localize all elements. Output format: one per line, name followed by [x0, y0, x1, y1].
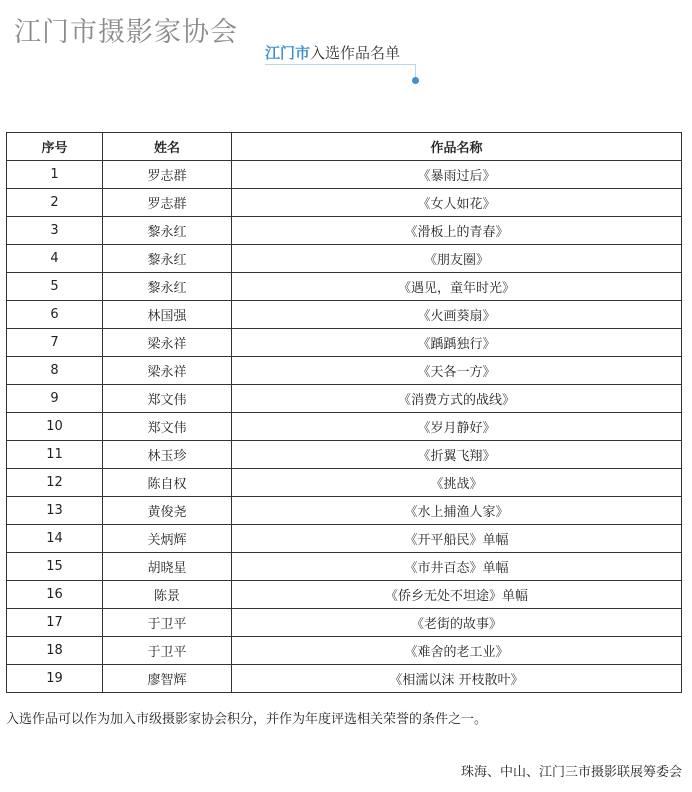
cell-no: 4 — [7, 245, 103, 273]
cell-work: 《老街的故事》 — [232, 609, 682, 637]
table-row — [7, 357, 682, 385]
cell-name: 黄俊尧 — [103, 497, 232, 525]
table-row — [7, 609, 682, 637]
cell-name: 黎永红 — [103, 217, 232, 245]
cell-name: 于卫平 — [103, 637, 232, 665]
selected-works-table — [6, 132, 682, 693]
underline-vertical — [415, 64, 416, 78]
cell-work: 《相濡以沫 开枝散叶》 — [232, 665, 682, 693]
cell-no: 19 — [7, 665, 103, 693]
cell-name: 陈景 — [103, 581, 232, 609]
cell-no: 9 — [7, 385, 103, 413]
cell-work: 《水上捕渔人家》 — [232, 497, 682, 525]
cell-work: 《滑板上的青春》 — [232, 217, 682, 245]
cell-work: 《消费方式的战线》 — [232, 385, 682, 413]
cell-work: 《火画葵扇》 — [232, 301, 682, 329]
cell-name: 林国强 — [103, 301, 232, 329]
table-row — [7, 413, 682, 441]
table-row — [7, 665, 682, 693]
cell-work: 《侨乡无处不坦途》单幅 — [232, 581, 682, 609]
cell-name: 罗志群 — [103, 161, 232, 189]
cell-work: 《开平船民》单幅 — [232, 525, 682, 553]
cell-no: 7 — [7, 329, 103, 357]
cell-no: 18 — [7, 637, 103, 665]
cell-no: 13 — [7, 497, 103, 525]
cell-work: 《踽踽独行》 — [232, 329, 682, 357]
cell-no: 6 — [7, 301, 103, 329]
column-header-no: 序号 — [7, 133, 103, 161]
table-row — [7, 217, 682, 245]
cell-name: 梁永祥 — [103, 357, 232, 385]
cell-name: 陈自权 — [103, 469, 232, 497]
cell-name: 黎永红 — [103, 245, 232, 273]
cell-name: 林玉珍 — [103, 441, 232, 469]
cell-no: 11 — [7, 441, 103, 469]
cell-work: 《暴雨过后》 — [232, 161, 682, 189]
cell-name: 黎永红 — [103, 273, 232, 301]
cell-work: 《女人如花》 — [232, 189, 682, 217]
column-header-name: 姓名 — [103, 133, 232, 161]
cell-work: 《挑战》 — [232, 469, 682, 497]
cell-name: 梁永祥 — [103, 329, 232, 357]
cell-work: 《市井百态》单幅 — [232, 553, 682, 581]
cell-name: 廖智辉 — [103, 665, 232, 693]
org-title: 江门市摄影家协会 — [14, 17, 238, 48]
cell-name: 关炳辉 — [103, 525, 232, 553]
cell-no: 5 — [7, 273, 103, 301]
cell-name: 于卫平 — [103, 609, 232, 637]
cell-name: 罗志群 — [103, 189, 232, 217]
cell-no: 10 — [7, 413, 103, 441]
table-row — [7, 497, 682, 525]
table-row — [7, 189, 682, 217]
cell-no: 3 — [7, 217, 103, 245]
cell-work: 《岁月静好》 — [232, 413, 682, 441]
cell-work: 《难舍的老工业》 — [232, 637, 682, 665]
cell-no: 16 — [7, 581, 103, 609]
eligibility-note: 入选作品可以作为加入市级摄影家协会积分，并作为年度评选相关荣誉的条件之一。 — [6, 712, 488, 727]
table-row — [7, 581, 682, 609]
cell-no: 17 — [7, 609, 103, 637]
table-row — [7, 161, 682, 189]
cell-name: 郑文伟 — [103, 413, 232, 441]
cell-no: 2 — [7, 189, 103, 217]
list-subtitle — [265, 42, 400, 63]
cell-work: 《朋友圈》 — [232, 245, 682, 273]
cell-name: 郑文伟 — [103, 385, 232, 413]
underline-horizontal — [265, 64, 415, 65]
cell-no: 12 — [7, 469, 103, 497]
table-header-row — [7, 133, 682, 161]
table-row — [7, 525, 682, 553]
subtitle-underline — [265, 62, 415, 76]
table-row — [7, 273, 682, 301]
cell-work: 《天各一方》 — [232, 357, 682, 385]
cell-no: 15 — [7, 553, 103, 581]
table-row — [7, 553, 682, 581]
subtitle-city: 江门市 — [265, 44, 311, 62]
table-row — [7, 301, 682, 329]
cell-no: 14 — [7, 525, 103, 553]
subtitle-text: 入选作品名单 — [310, 44, 401, 62]
column-header-work: 作品名称 — [232, 133, 682, 161]
organizer-footer: 珠海、中山、江门三市摄影联展筹委会 — [460, 765, 682, 780]
table-row — [7, 329, 682, 357]
cell-no: 8 — [7, 357, 103, 385]
table-row — [7, 245, 682, 273]
table-row — [7, 441, 682, 469]
underline-dot — [412, 77, 419, 84]
cell-work: 《折翼飞翔》 — [232, 441, 682, 469]
table-row — [7, 637, 682, 665]
cell-no: 1 — [7, 161, 103, 189]
table-row — [7, 469, 682, 497]
cell-name: 胡晓星 — [103, 553, 232, 581]
cell-work: 《遇见，童年时光》 — [232, 273, 682, 301]
table-row — [7, 385, 682, 413]
